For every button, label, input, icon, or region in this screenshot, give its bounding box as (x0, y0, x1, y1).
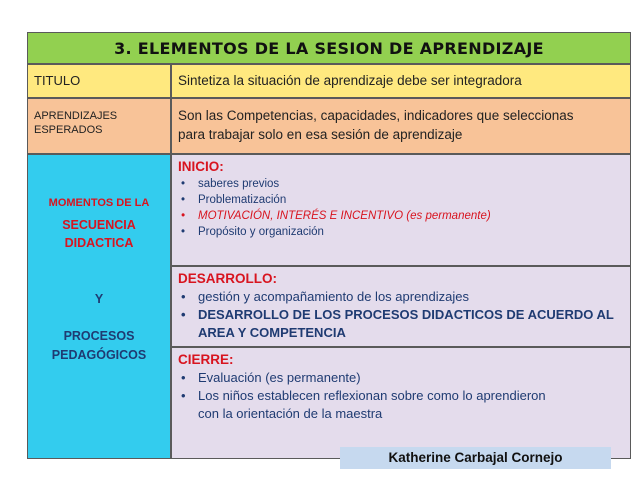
moments-cell (27, 154, 171, 459)
author-name: Katherine Carbajal Cornejo (388, 450, 563, 465)
cierre-title: CIERRE: (178, 352, 234, 367)
inicio-list (178, 176, 624, 240)
desarrollo-item2-line2: AREA Y COMPETENCIA (198, 325, 346, 340)
moments-line3: DIDACTICA (64, 236, 134, 250)
list-item: • Evaluación (es permanente) (178, 369, 624, 387)
list-item: • Propósito y organización (178, 224, 624, 240)
list-item: • gestión y acompañamiento de los aprendizajes (178, 288, 624, 306)
desarrollo-title: DESARROLLO: (178, 271, 277, 286)
aprendizajes-text-line2: para trabajar solo en esa sesión de aprendizaje (178, 127, 463, 142)
aprendizajes-label-line1: APRENDIZAJES (34, 110, 118, 122)
cierre-item2-line1: • Los niños establecen reflexionan sobre como lo aprendieron (198, 388, 546, 403)
table-title (27, 32, 631, 64)
list-item: • saberes previos (178, 176, 624, 192)
list-item (178, 306, 624, 342)
inicio-title: INICIO: (178, 159, 224, 174)
aprendizajes-label-cell (27, 98, 171, 154)
aprendizajes-label-line2: ESPERADOS (34, 124, 103, 136)
list-item: • Problematización (178, 192, 624, 208)
inicio-cell (171, 154, 631, 266)
desarrollo-item2-line1: • DESARROLLO DE LOS PROCESOS DIDACTICOS DE ACUERDO AL (198, 307, 614, 322)
cierre-list (178, 369, 624, 423)
desarrollo-cell (171, 266, 631, 347)
moments-line5: PEDAGÓGICOS (51, 348, 147, 362)
titulo-text-cell (171, 64, 631, 98)
desarrollo-list (178, 288, 624, 342)
cierre-cell (171, 347, 631, 459)
cierre-item2-line2: con la orientación de la maestra (198, 406, 383, 421)
aprendizajes-text-cell (171, 98, 631, 154)
list-item: • MOTIVACIÓN, INTERÉS E INCENTIVO (es permanente) (178, 208, 624, 224)
titulo-label: TITULO (34, 73, 81, 88)
titulo-text: Sintetiza la situación de aprendizaje debe ser integradora (178, 73, 522, 88)
aprendizajes-text-line1: Son las Competencias, capacidades, indicadores que seleccionas (178, 108, 574, 123)
moments-line1: MOMENTOS DE LA (48, 197, 150, 209)
author-credit (340, 447, 611, 469)
moments-line2: SECUENCIA (62, 218, 136, 232)
list-item (178, 387, 624, 423)
moments-line4: PROCESOS (63, 329, 135, 343)
titulo-label-cell (27, 64, 171, 98)
moments-connector: Y (94, 292, 104, 306)
table-title-text: 3. ELEMENTOS DE LA SESION DE APRENDIZAJE (114, 38, 544, 58)
